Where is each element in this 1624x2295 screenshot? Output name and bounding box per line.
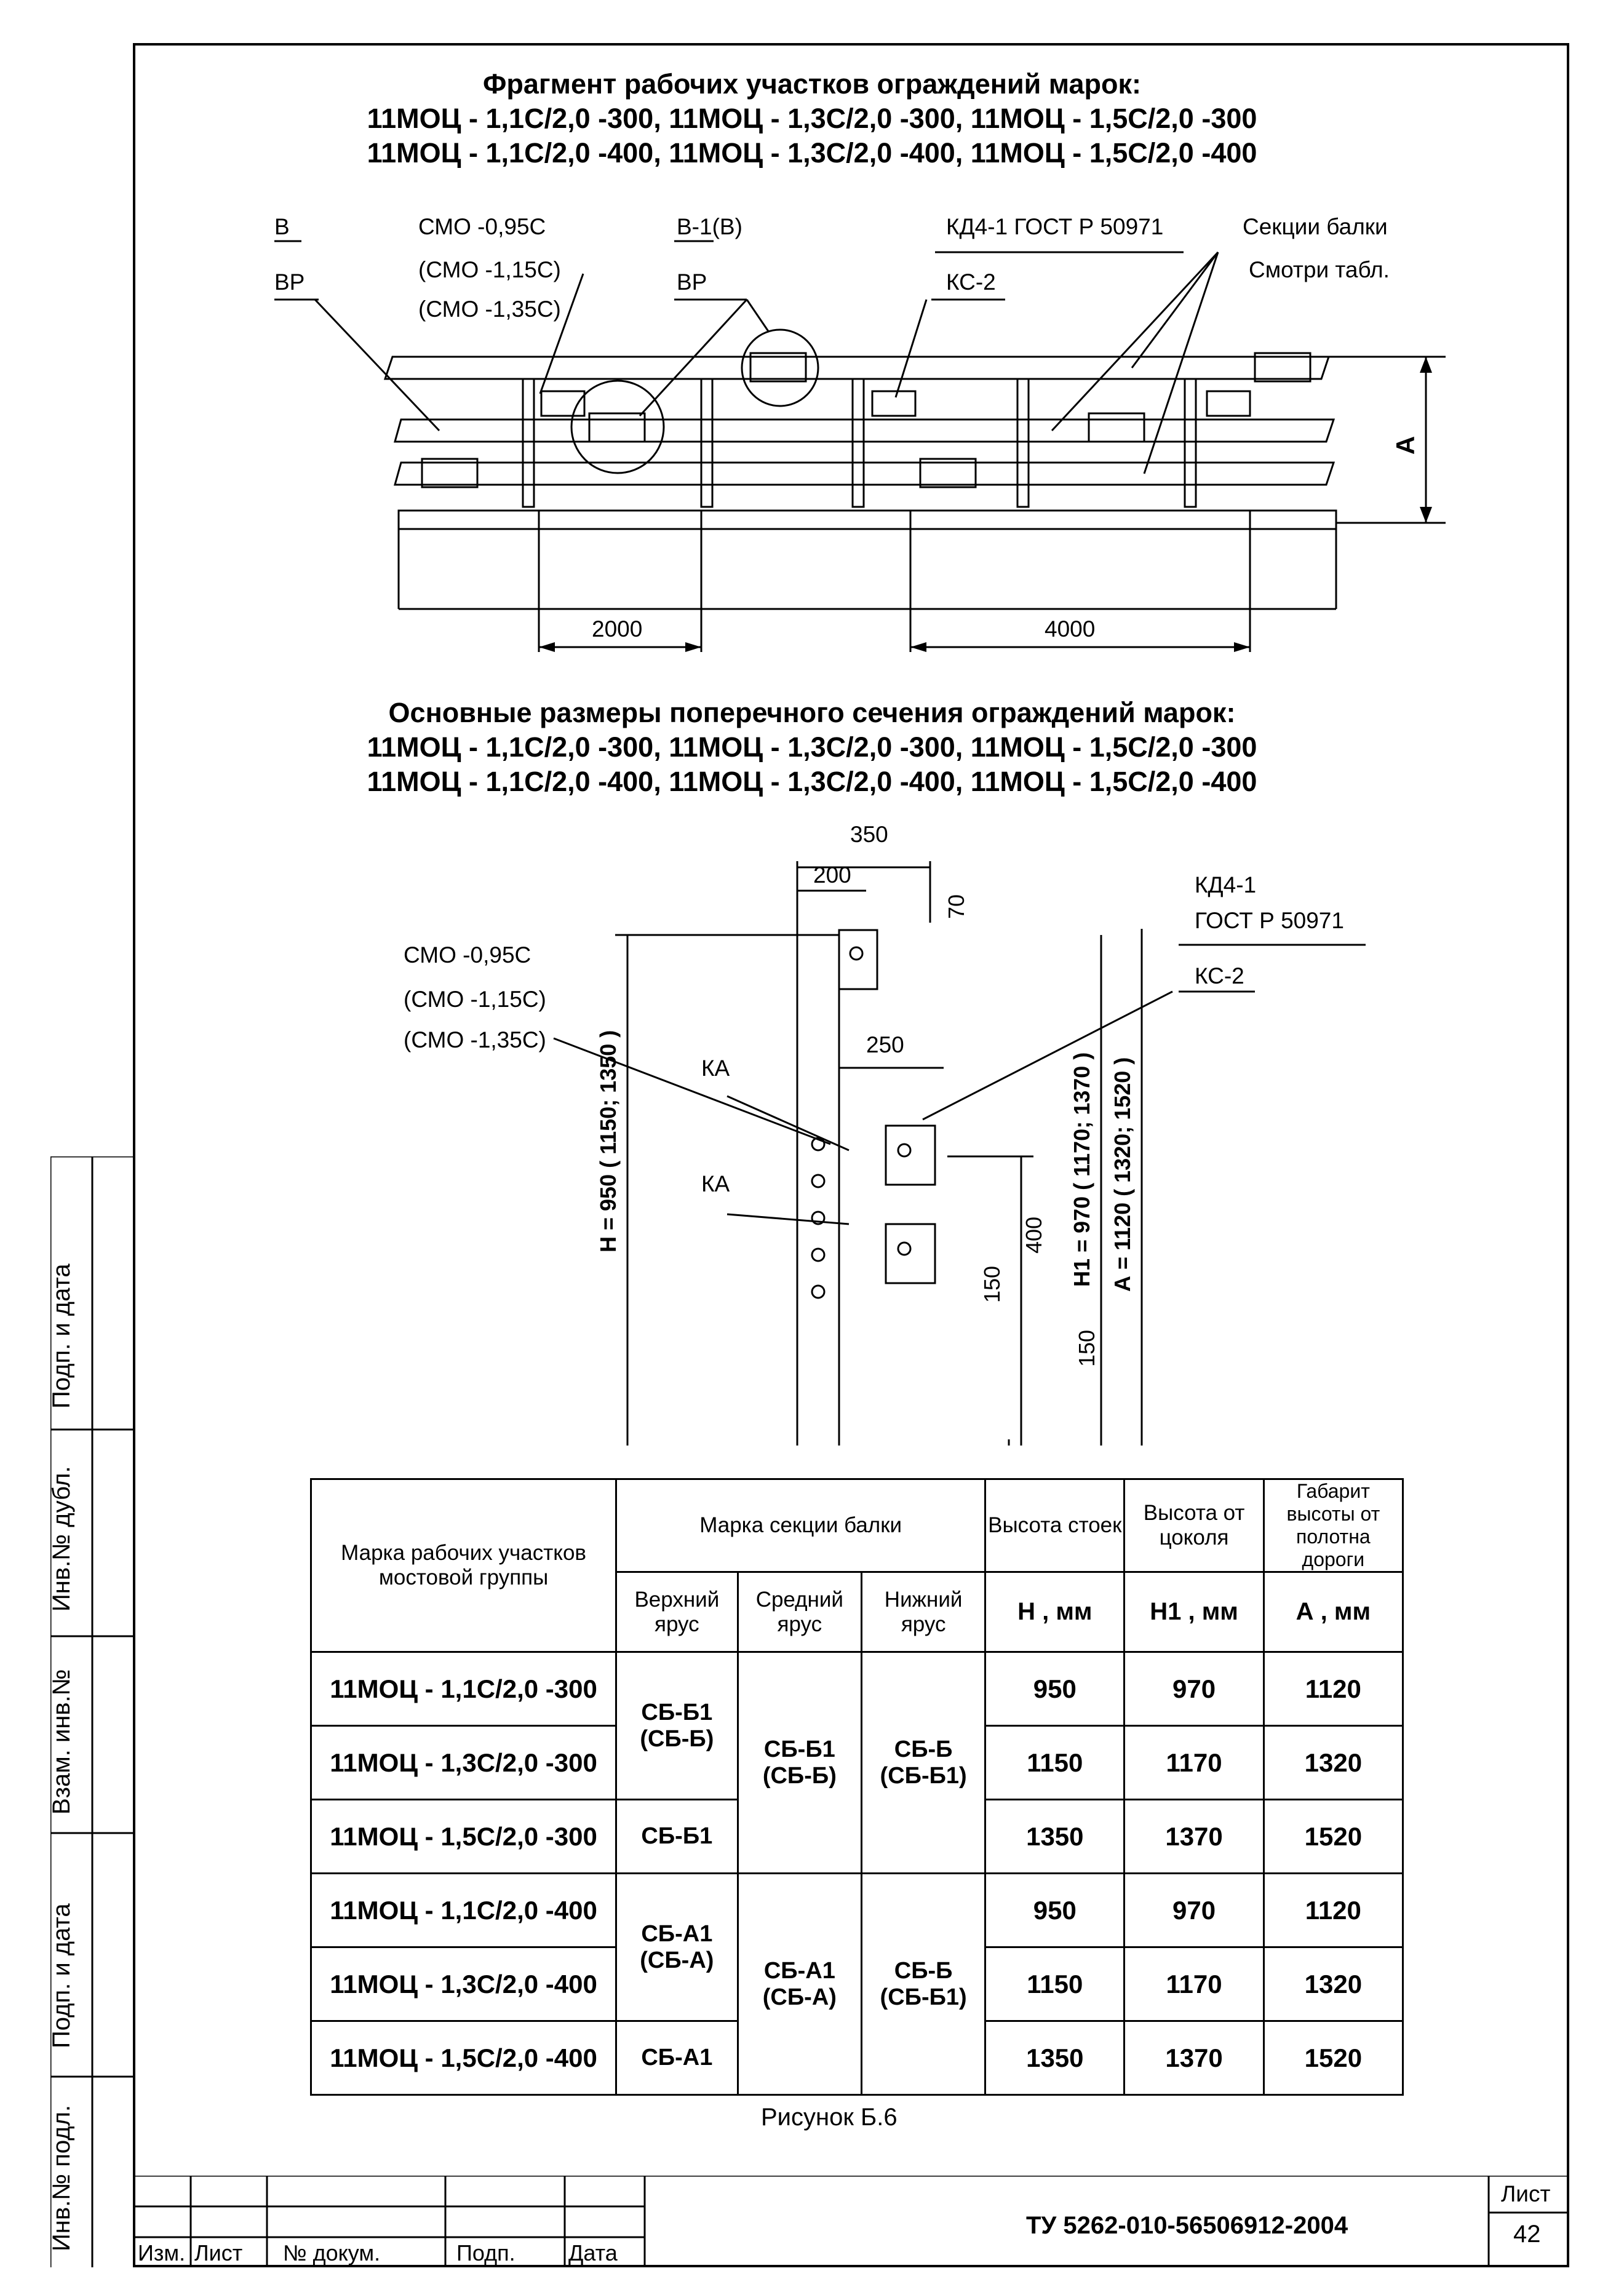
doc-code: ТУ 5262-010-56506912-2004 (1026, 2212, 1348, 2239)
stamp-podp: Подп. (456, 2240, 515, 2265)
th-top: Верхний ярус (616, 1572, 738, 1652)
side-field-1: Подп. и дата (48, 1263, 75, 1409)
row-h1: 1370 (1124, 2021, 1264, 2095)
dim-200: 200 (813, 862, 851, 888)
stamp-list: Лист (194, 2240, 243, 2265)
th-gab-unit: А , мм (1264, 1572, 1403, 1652)
th-bot: Нижний ярус (862, 1572, 985, 1652)
row-h: 1150 (985, 1726, 1124, 1800)
dim-a-label: А (1391, 436, 1420, 455)
row-a: 1320 (1264, 1947, 1403, 2021)
dim-150-b: 150 (1074, 1329, 1099, 1367)
side-field-5: Инв.№ подл. (48, 2104, 75, 2251)
row-brand: 11МОЦ - 1,3С/2,0 -400 (311, 1947, 616, 2021)
row-a: 1520 (1264, 1800, 1403, 1874)
label-v1: В-1(В) (677, 214, 742, 239)
row-h1: 1170 (1124, 1947, 1264, 2021)
row-h1: 1170 (1124, 1726, 1264, 1800)
top-g1: СБ-Б1 (СБ-Б) (616, 1652, 738, 1800)
top-g1-c: СБ-Б1 (616, 1800, 738, 1874)
th-height-unit: Н , мм (985, 1572, 1124, 1652)
label-ks-2: КС-2 (1195, 963, 1244, 988)
label-section-smo-135: (СМО -1,35С) (404, 1027, 546, 1052)
label-ka-2: КА (701, 1171, 730, 1196)
row-brand: 11МОЦ - 1,1С/2,0 -400 (311, 1874, 616, 1947)
row-h: 1350 (985, 1800, 1124, 1874)
label-sections: Секции балки (1243, 214, 1388, 239)
section-title-line2: 11МОЦ - 1,1С/2,0 -300, 11МОЦ - 1,3С/2,0 -300, 11МОЦ - 1,5С/2,0 -300 (367, 731, 1257, 763)
row-h: 1150 (985, 1947, 1124, 2021)
label-ka-1: КА (701, 1056, 730, 1081)
dim-150-a: 150 (979, 1265, 1005, 1303)
fragment-title-line2: 11МОЦ - 1,1С/2,0 -300, 11МОЦ - 1,3С/2,0 -300, 11МОЦ - 1,5С/2,0 -300 (367, 103, 1257, 134)
top-g2: СБ-А1 (СБ-А) (616, 1874, 738, 2021)
dim-2000: 2000 (592, 616, 643, 642)
side-field-3: Взам. инв.№ (48, 1669, 75, 1815)
fragment-title-line1: Фрагмент рабочих участков ограждений марок: (483, 68, 1141, 100)
th-h1: Высота от цоколя (1124, 1479, 1264, 1572)
bot-g2: СБ-Б (СБ-Б1) (862, 1874, 985, 2095)
row-h: 1350 (985, 2021, 1124, 2095)
label-see-table: Смотри табл. (1249, 257, 1390, 282)
mid-g2: СБ-А1 (СБ-А) (738, 1874, 862, 2095)
dim-400: 400 (1021, 1216, 1046, 1254)
spec-table (310, 1478, 1404, 2096)
fragment-title-line3: 11МОЦ - 1,1С/2,0 -400, 11МОЦ - 1,3С/2,0 -400, 11МОЦ - 1,5С/2,0 -400 (367, 137, 1257, 169)
cross-section-drawing (0, 800, 1624, 1446)
label-section-smo-115: (СМО -1,15С) (404, 987, 546, 1012)
row-h1: 970 (1124, 1652, 1264, 1726)
side-field-2: Инв.№ дубл. (48, 1466, 75, 1612)
th-brand: Марка рабочих участков мостовой группы (311, 1479, 616, 1652)
section-title-line3: 11МОЦ - 1,1С/2,0 -400, 11МОЦ - 1,3С/2,0 -400, 11МОЦ - 1,5С/2,0 -400 (367, 766, 1257, 797)
dim-h: Н = 950 ( 1150; 1350 ) (595, 1030, 621, 1252)
label-section-smo-095: СМО -0,95С (404, 942, 531, 968)
top-g2-c: СБ-А1 (616, 2021, 738, 2095)
row-brand: 11МОЦ - 1,1С/2,0 -300 (311, 1652, 616, 1726)
dim-h1: Н1 = 970 ( 1170; 1370 ) (1069, 1052, 1094, 1287)
dim-250: 250 (866, 1032, 904, 1057)
label-smo-095: СМО -0,95С (418, 214, 546, 239)
row-h1: 970 (1124, 1874, 1264, 1947)
row-a: 1320 (1264, 1726, 1403, 1800)
dim-70: 70 (944, 894, 969, 919)
row-h: 950 (985, 1652, 1124, 1726)
sheet-number: 42 (1513, 2221, 1541, 2248)
label-vr-2: ВР (677, 269, 707, 295)
figure-caption: Рисунок Б.6 (761, 2104, 898, 2131)
dim-4000: 4000 (1045, 616, 1096, 642)
row-brand: 11МОЦ - 1,5С/2,0 -400 (311, 2021, 616, 2095)
label-smo-135: (СМО -1,35С) (418, 296, 561, 322)
side-field-4: Подп. и дата (48, 1903, 75, 2048)
stamp-data: Дата (568, 2240, 618, 2265)
section-title-line1: Основные размеры поперечного сечения ограждений марок: (388, 697, 1236, 728)
label-v: В (274, 214, 290, 239)
sheet-label: Лист (1501, 2181, 1551, 2206)
label-vr-1: ВР (274, 269, 305, 295)
row-brand: 11МОЦ - 1,3С/2,0 -300 (311, 1726, 616, 1800)
label-kd4: КД4-1 ГОСТ Р 50971 (946, 214, 1164, 239)
th-gab: Габарит высоты от полотна дороги (1264, 1479, 1403, 1572)
label-kd4-1: КД4-1 (1195, 872, 1257, 897)
dim-a: А = 1120 ( 1320; 1520 ) (1110, 1057, 1135, 1292)
label-gost: ГОСТ Р 50971 (1195, 908, 1344, 933)
elevation-drawing (0, 0, 1624, 677)
table-row (311, 1652, 1403, 1726)
row-a: 1120 (1264, 1874, 1403, 1947)
row-h1: 1370 (1124, 1800, 1264, 1874)
table-row (311, 1874, 1403, 1947)
row-h: 950 (985, 1874, 1124, 1947)
dim-350: 350 (850, 822, 888, 847)
th-h1-unit: Н1 , мм (1124, 1572, 1264, 1652)
bot-g1: СБ-Б (СБ-Б1) (862, 1652, 985, 1874)
label-smo-115: (СМО -1,15С) (418, 257, 561, 282)
label-ks2: КС-2 (946, 269, 996, 295)
mid-g1: СБ-Б1 (СБ-Б) (738, 1652, 862, 1874)
th-section: Марка секции балки (616, 1479, 985, 1572)
stamp-ndoc: № докум. (283, 2240, 381, 2265)
stamp-izm: Изм. (138, 2240, 186, 2265)
row-brand: 11МОЦ - 1,5С/2,0 -300 (311, 1800, 616, 1874)
th-mid: Средний ярус (738, 1572, 862, 1652)
row-a: 1520 (1264, 2021, 1403, 2095)
row-a: 1120 (1264, 1652, 1403, 1726)
th-height: Высота стоек (985, 1479, 1124, 1572)
